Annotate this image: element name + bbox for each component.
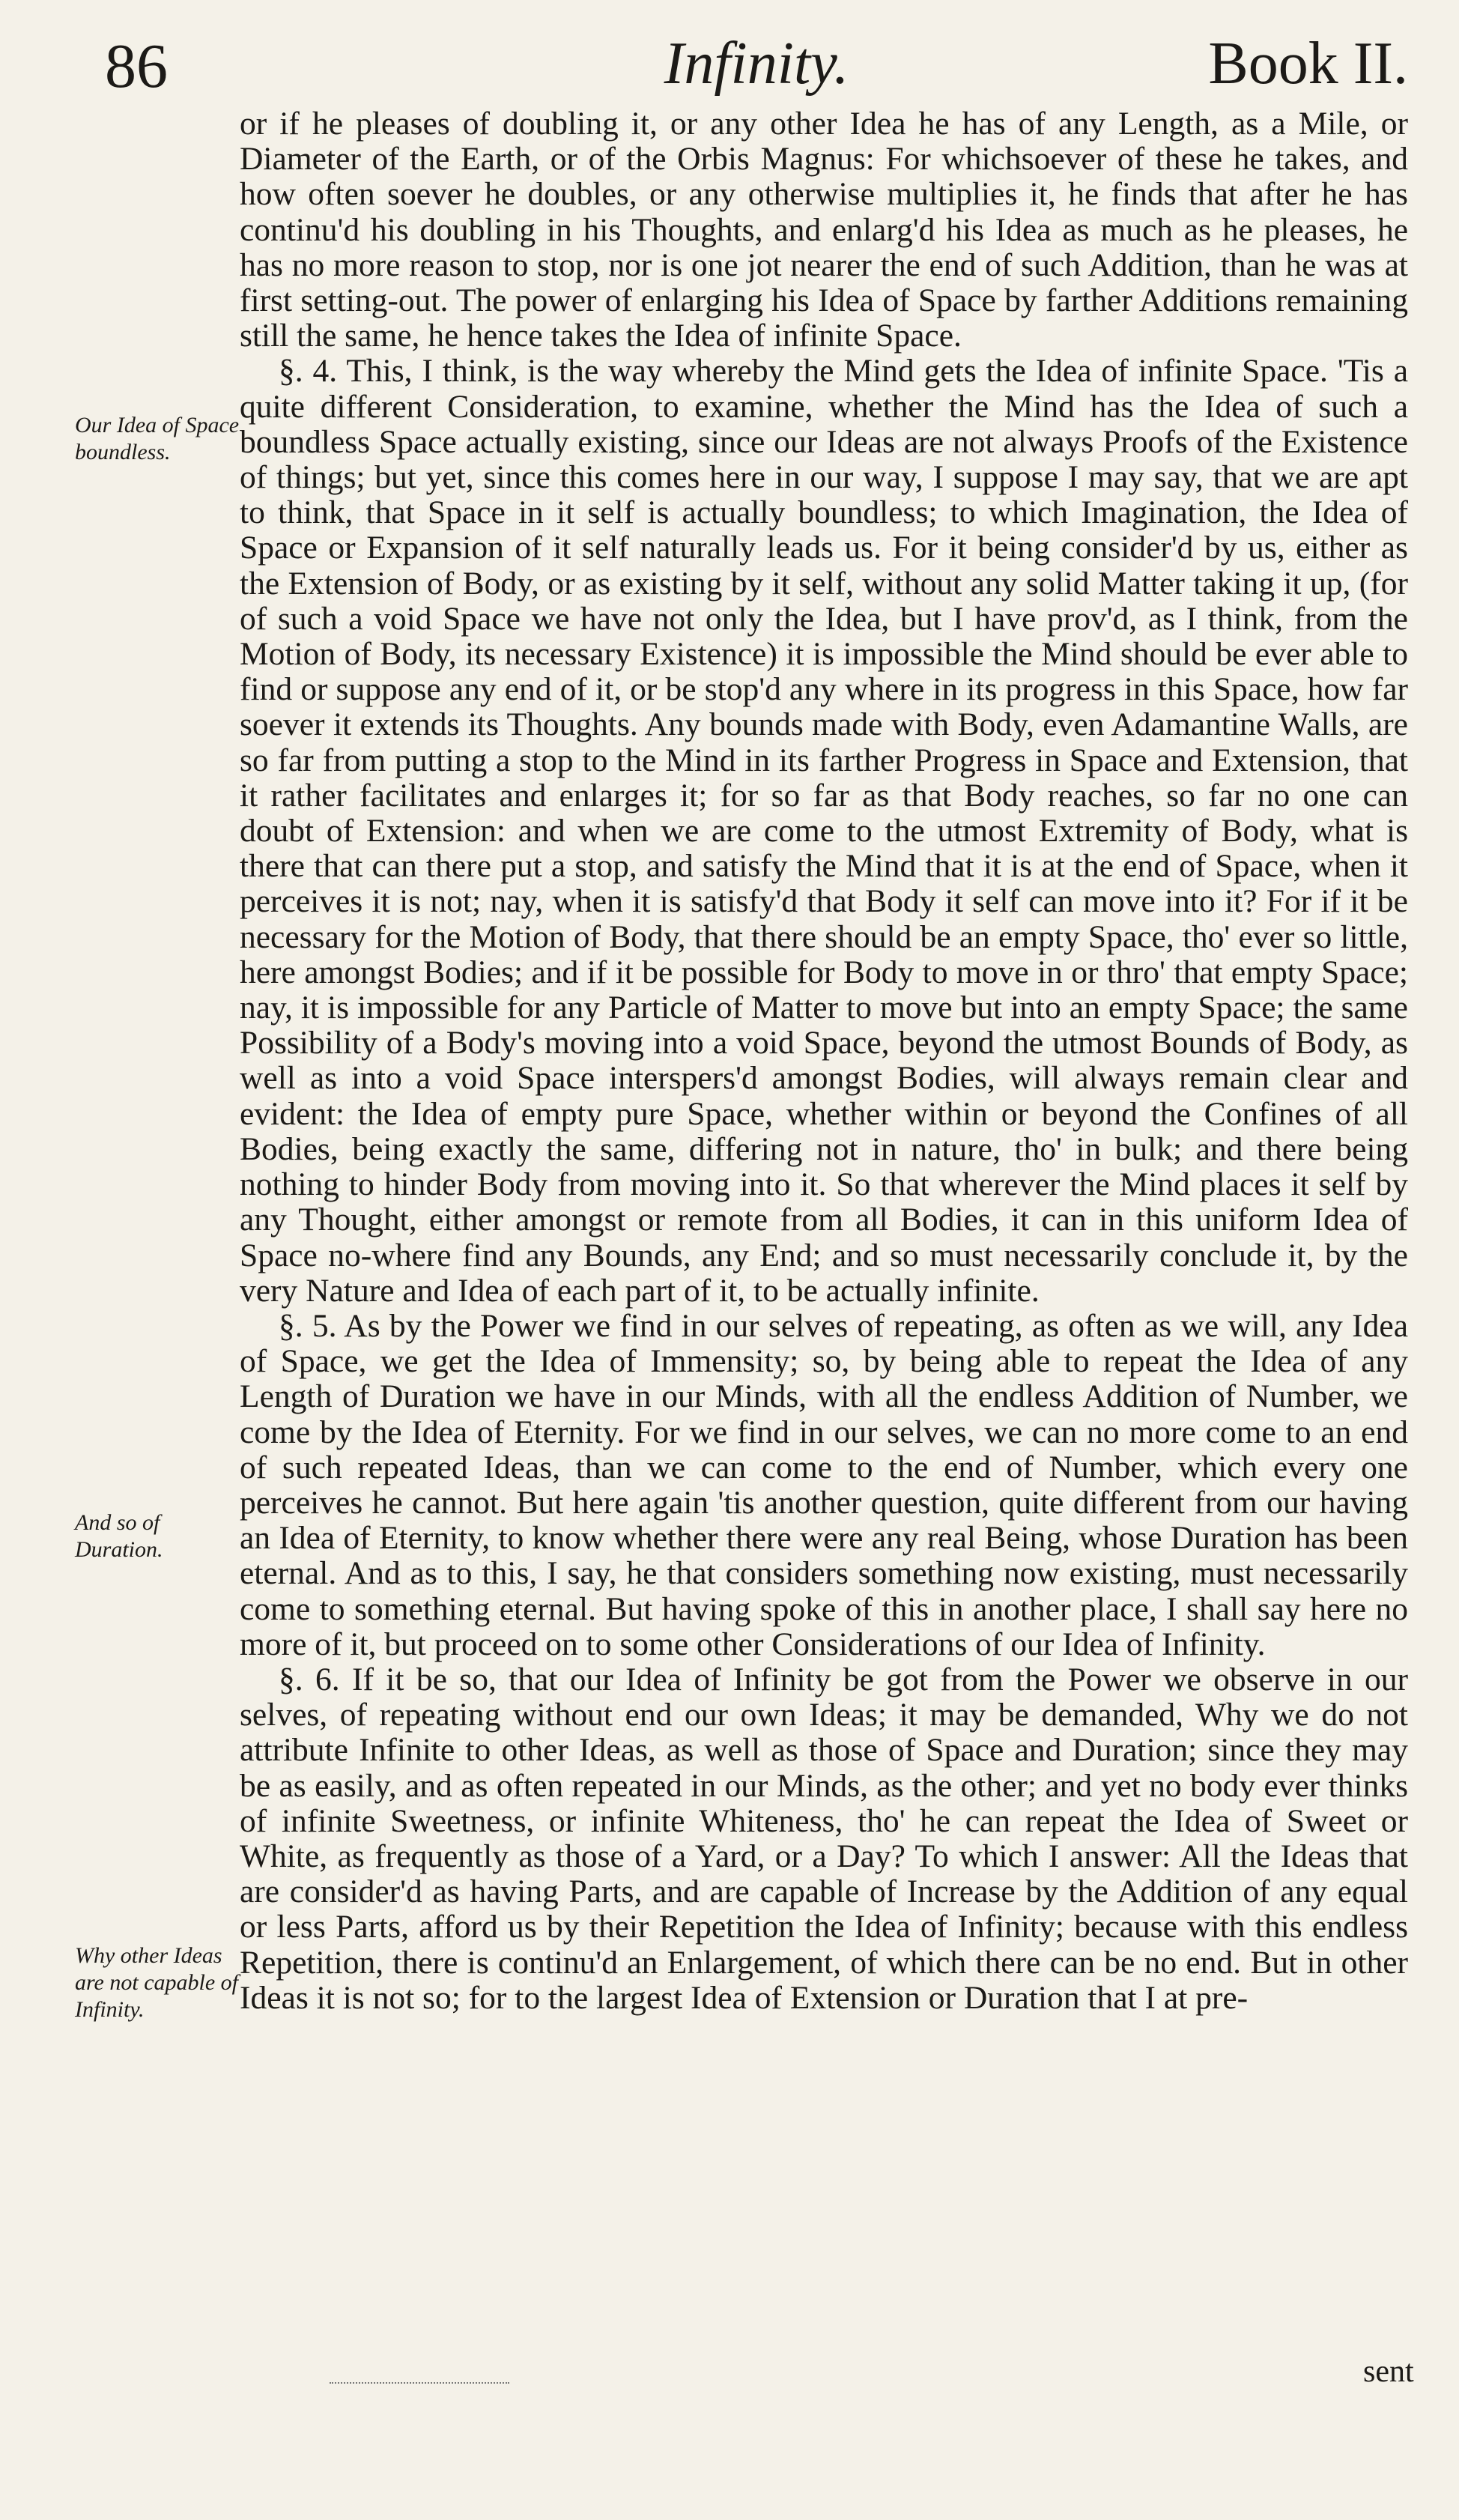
margin-note-space-boundless: Our Idea of Space boundless. [75, 413, 240, 464]
running-title: Infinity. [664, 31, 849, 97]
page-number: 86 [105, 31, 168, 101]
book-label: Book II. [1208, 31, 1408, 97]
paragraph-section-4: §. 4. This, I think, is the way whereby the Mind gets the Idea of infinite Space. 'Tis a quite different Consideration, to examine, whether the Mind has the Idea of such a boundless Space actually existing, since our Ideas are not always Proofs of the Existence of things; but yet, since this comes here in our way, I suppose I may say, that we are apt to think, that Space in it self is actually boundless; to which Imagination, the Idea of Space or Expansion of it self naturally leads us. For it being consider'd by us, either as the Extension of Body, or as existing by it self, without any solid Matter taking it up, (for of such a void Space we have not only the Idea, but I have prov'd, as I think, from the Motion of Body, its necessary Existence) it is impossible the Mind should be ever able to find or suppose any end of it, or be stop'd any where in its progress in this Space, how far soever it extends its Thoughts. Any bounds made with Body, even Adamantine Walls, are so far from putting a stop to the Mind in its farther Progress in Space and Extension, that it rather facilitates and enlarges it; for so far as that Body reaches, so far no one can doubt of Extension: and when we are come to the utmost Extremity of Body, what is there that can there put a stop, and satisfy the Mind that it is at the end of Space, when it perceives it is not; nay, when it is satisfy'd that Body it self can move into it? For if it be necessary for the Motion of Body, that there should be an empty Space, tho' ever so little, here amongst Bodies; and if it be possible for Body to move in or thro' that empty Space; nay, it is impossible for any Particle of Matter to move but into an empty Space; the same Possibility of a Body's moving into a void Space, beyond the utmost Bounds of Body, as well as into a void Space interspers'd amongst Bodies, will always remain clear and evident: the Idea of empty pure Space, whether within or beyond the Confines of all Bodies, being exactly the same, differing not in nature, tho' in bulk; and there being nothing to hinder Body from moving into it. So that wherever the Mind places it self by any Thought, either amongst or remote from all Bodies, it can in this uniform Idea of Space no-where find any Bounds, any End; and so must necessarily conclude it, by the very Nature and Idea of each part of it, to be actually infinite. [240, 353, 1408, 1309]
catchword: sent [1363, 2354, 1414, 2389]
paragraph-section-5: §. 5. As by the Power we find in our selves of repeating, as often as we will, any Idea of Space, we get the Idea of Immensity; so, by being able to repeat the Idea of any Length of Duration we have in our Minds, with all the endless Addition of Number, we come by the Idea of Eternity. For we find in our selves, we can no more come to an end of such repeated Ideas, than we can come to the end of Number, which every one perceives he cannot. But here again 'tis another question, quite different from our having an Idea of Eternity, to know whether there were any real Being, whose Duration has been eternal. And as to this, I say, he that considers something now existing, must necessarily come to something eternal. But having spoke of this in another place, I shall say here no more of it, but proceed on to some other Considerations of our Idea of Infinity. [240, 1307, 1408, 1662]
margin-note-other-ideas: Why other Ideas are not capable of Infinity. [75, 1943, 239, 2022]
paragraph-section-6: §. 6. If it be so, that our Idea of Infinity be got from the Power we observe in our selves, of repeating without end our own Ideas; it may be demanded, Why we do not attribute Infinite to other Ideas, as well as those of Space and Duration; since they may be as easily, and as often repeated in our Minds, as the other; and yet no body ever thinks of infinite Sweetness, or infinite Whiteness, tho' he can repeat the Idea of Sweet or White, as frequently as those of a Yard, or a Day? To which I answer: All the Ideas that are consider'd as having Parts, and are capable of Increase by the Addition of any equal or less Parts, afford us by their Repetition the Idea of Infinity; because with this endless Repetition, there is continu'd an Enlargement, of which there can be no end. But in other Ideas it is not so; for to the largest Idea of Extension or Duration that I at pre- [240, 1661, 1408, 2016]
margin-note-duration: And so of Duration. [75, 1510, 163, 1562]
text-body [240, 106, 1408, 2016]
page-header [105, 30, 1408, 112]
paragraph-continuation: or if he pleases of doubling it, or any other Idea he has of any Length, as a Mile, or Diameter of the Earth, or of the Orbis Magnus: For whichsoever of these he takes, and how often soever he doubles, or any otherwise multiplies it, he finds that after he has continu'd his doubling in his Thoughts, and enlarg'd his Idea as much as he pleases, he has no more reason to stop, nor is one jot nearer the end of such Addition, than he was at first setting-out. The power of enlarging his Idea of Space by farther Additions remaining still the same, he hence takes the Idea of infinite Space. [240, 106, 1408, 354]
footer-rule [330, 2382, 509, 2384]
